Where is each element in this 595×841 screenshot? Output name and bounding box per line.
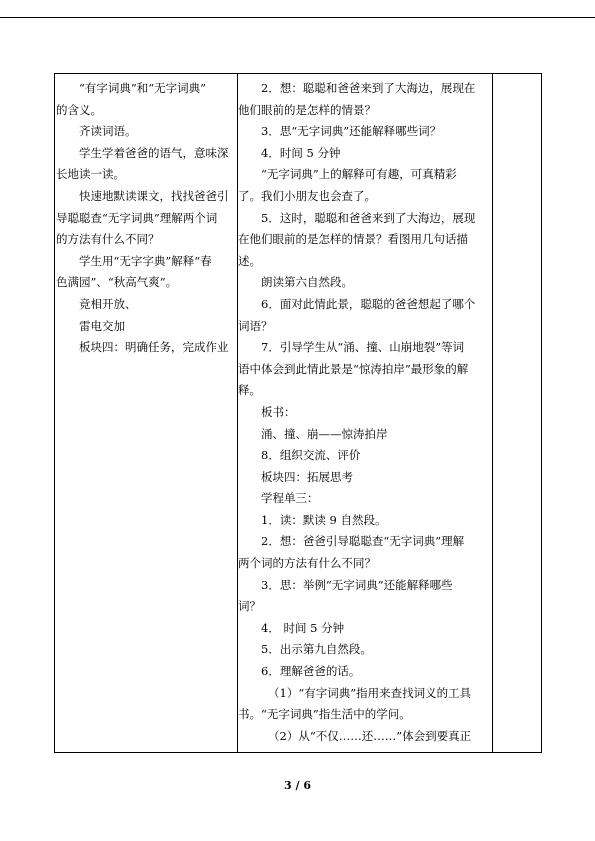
text-line: 5．出示第九自然段。	[261, 642, 372, 657]
text-line: 快速地默读课文，找找爸爸引	[79, 188, 229, 203]
text-line: 释。	[238, 383, 261, 398]
text-line: （2）从“不仅……还……”体会到要真正	[268, 728, 472, 743]
text-line: 书。“无字词典”指生活中的学问。	[238, 707, 411, 722]
text-line: 涌、撞、崩——惊涛拍岸	[261, 426, 388, 441]
text-line: “无字词典”上的解释可有趣，可真精彩	[261, 167, 457, 182]
header-rule	[0, 17, 595, 18]
text-line: 词？	[238, 599, 261, 614]
text-line: （1）“有字词典”指用来查找词义的工具	[268, 685, 472, 700]
text-line: “有字词典”和“无字词典”	[79, 81, 207, 95]
text-line: 4． 时间 5 分钟	[261, 620, 345, 635]
text-line: 3．思“无字词典”还能解释哪些词？	[261, 124, 442, 139]
text-line: 了。我们小朋友也会查了。	[238, 188, 376, 203]
text-line: 板书：	[261, 404, 296, 419]
text-line: 学生用“无字字典”解释“春	[79, 253, 212, 268]
text-line: 5．这时，聪聪和爸爸来到了大海边，展现	[261, 210, 476, 225]
lesson-plan-table	[54, 73, 542, 753]
text-line: 述。	[238, 253, 261, 268]
page-number: 3 / 6	[284, 779, 311, 792]
text-line: 板块四：拓展思考	[261, 469, 353, 484]
text-line: 朗读第六自然段。	[261, 275, 353, 290]
text-line: 2．想：聪聪和爸爸来到了大海边，展现在	[261, 81, 476, 95]
text-line: 2．想：爸爸引导聪聪查“无字词典”理解	[261, 534, 465, 549]
text-line: 语中体会到此情此景是“惊涛拍岸”最形象的解	[238, 361, 469, 376]
text-line: 的含义。	[56, 102, 102, 117]
text-line: 他们眼前的是怎样的情景？	[238, 102, 376, 117]
text-line: 8．组织交流、评价	[261, 448, 361, 463]
text-line: 的方法有什么不同？	[56, 232, 160, 247]
text-line: 两个词的方法有什么不同？	[238, 556, 376, 571]
text-line: 竞相开放、	[79, 296, 137, 311]
text-line: 学生学着爸爸的语气，意味深	[79, 145, 229, 160]
text-line: 6．理解爸爸的话。	[261, 664, 361, 679]
text-line: 齐读词语。	[79, 124, 137, 139]
text-line: 导聪聪查“无字词典”理解两个词	[56, 210, 218, 225]
text-line: 6．面对此情此景，聪聪的爸爸想起了哪个	[261, 296, 476, 311]
text-line: 板块四：明确任务，完成作业	[79, 340, 229, 355]
student-activity-column	[56, 78, 236, 359]
column-divider	[492, 74, 493, 752]
text-line: 长地读一读。	[56, 167, 125, 182]
text-line: 7．引导学生从“涌、撞、山崩地裂”等词	[261, 340, 465, 355]
text-line: 雷电交加	[79, 318, 125, 333]
text-line: 词语？	[238, 318, 273, 333]
text-line: 4．时间 5 分钟	[261, 145, 341, 160]
text-line: 3．思：举例“无字词典”还能解释哪些	[261, 577, 453, 592]
text-line: 色满园”、“秋高气爽”。	[56, 275, 178, 290]
text-line: 1．读：默读 9 自然段。	[261, 512, 387, 527]
text-line: 学程单三：	[261, 491, 319, 506]
teaching-process-column	[238, 78, 488, 747]
text-line: 在他们眼前的是怎样的情景？看图用几句话描	[238, 232, 468, 247]
